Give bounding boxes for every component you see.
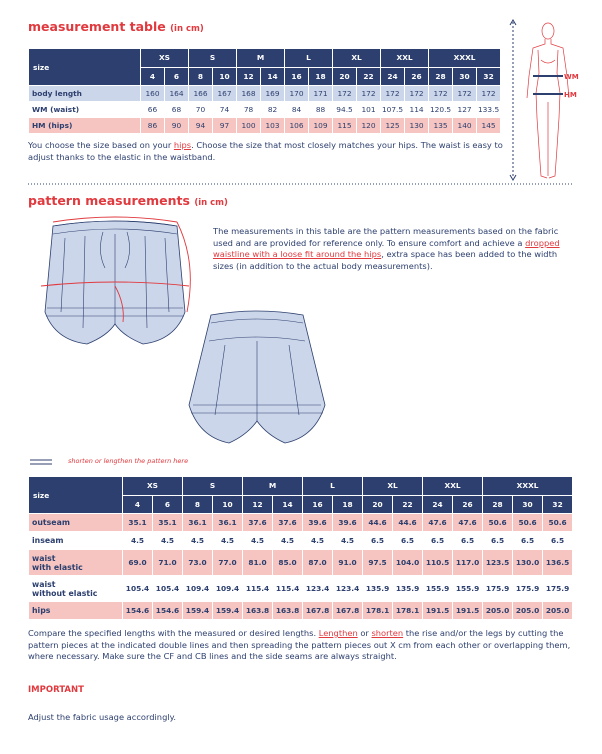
size-group: XXXL: [483, 477, 573, 496]
table-cell: 171: [309, 86, 333, 102]
table-cell: 71.0: [153, 550, 183, 576]
size-number: 24: [423, 495, 453, 514]
measurement-table-title: measurement table (in cm): [28, 19, 204, 34]
table-cell: 155.9: [423, 576, 453, 602]
table-cell: 85.0: [273, 550, 303, 576]
table-cell: 166: [189, 86, 213, 102]
table-cell: 136.5: [543, 550, 573, 576]
table-cell: 4.5: [273, 532, 303, 550]
table-cell: 4.5: [123, 532, 153, 550]
table-cell: 47.6: [453, 514, 483, 532]
table-cell: 123.4: [333, 576, 363, 602]
table-cell: 69.0: [123, 550, 153, 576]
table-cell: 205.0: [483, 602, 513, 620]
size-number: 20: [363, 495, 393, 514]
table-cell: 135: [429, 118, 453, 134]
table-cell: 178.1: [363, 602, 393, 620]
table-cell: 105.4: [123, 576, 153, 602]
table-cell: 155.9: [453, 576, 483, 602]
table-cell: 50.6: [513, 514, 543, 532]
table-row: [29, 86, 501, 102]
table-cell: 130: [405, 118, 429, 134]
body-figure-illustration: [505, 18, 595, 183]
row-label: waist without elastic: [29, 576, 123, 602]
table-cell: 6.5: [393, 532, 423, 550]
table-cell: 167: [213, 86, 237, 102]
table-cell: 163.8: [273, 602, 303, 620]
adjust-instructions: Compare the specified lengths with the measured or desired lengths. Lengthen or shorten the rise and/or the legs by cutting the pattern pieces at the indicated double lines and then spreading the pattern pieces out X cm from each other or overlapping them, where necessary. Make sure the CF and CB lines and the side seams are always straight.: [28, 628, 571, 662]
table-cell: 120: [357, 118, 381, 134]
table-row: [29, 514, 573, 532]
size-number: 4: [141, 67, 165, 86]
table-cell: 50.6: [483, 514, 513, 532]
measurement-table: [28, 48, 501, 134]
row-label: HM (hips): [29, 118, 141, 134]
shorten-lengthen-legend: shorten or lengthen the pattern here: [68, 457, 189, 465]
size-number: 16: [303, 495, 333, 514]
table-row: [29, 532, 573, 550]
table-cell: 74: [213, 102, 237, 118]
table-cell: 4.5: [213, 532, 243, 550]
important-text: Adjust the fabric usage accordingly.: [28, 712, 177, 722]
table-cell: 47.6: [423, 514, 453, 532]
size-number: 14: [261, 67, 285, 86]
size-number: 18: [309, 67, 333, 86]
size-group: XS: [141, 49, 189, 68]
size-number: 24: [381, 67, 405, 86]
table-cell: 101: [357, 102, 381, 118]
table-cell: 130.0: [513, 550, 543, 576]
table-cell: 68: [165, 102, 189, 118]
size-number: 26: [453, 495, 483, 514]
size-group: L: [303, 477, 363, 496]
size-group: XXL: [381, 49, 429, 68]
size-number: 10: [213, 67, 237, 86]
size-group: XS: [123, 477, 183, 496]
size-number: 20: [333, 67, 357, 86]
table-cell: 6.5: [363, 532, 393, 550]
wm-label: WM: [564, 73, 579, 81]
table-cell: 4.5: [333, 532, 363, 550]
table-cell: 140: [453, 118, 477, 134]
size-group: XL: [333, 49, 381, 68]
size-header: size: [29, 49, 141, 86]
table-cell: 4.5: [303, 532, 333, 550]
table-cell: 106: [285, 118, 309, 134]
table-cell: 120.5: [429, 102, 453, 118]
size-group: XXL: [423, 477, 483, 496]
table-cell: 73.0: [183, 550, 213, 576]
row-label: inseam: [29, 532, 123, 550]
table-cell: 178.1: [393, 602, 423, 620]
table-cell: 4.5: [243, 532, 273, 550]
table-cell: 115.4: [273, 576, 303, 602]
pattern-measurements-title: pattern measurements (in cm): [28, 193, 228, 208]
table-row: [29, 102, 501, 118]
table-cell: 191.5: [453, 602, 483, 620]
shorts-back-illustration: [175, 305, 340, 453]
table-cell: 84: [285, 102, 309, 118]
table-cell: 159.4: [213, 602, 243, 620]
table-cell: 6.5: [483, 532, 513, 550]
table-cell: 66: [141, 102, 165, 118]
size-group: L: [285, 49, 333, 68]
table-cell: 172: [333, 86, 357, 102]
table-cell: 172: [453, 86, 477, 102]
table-cell: 39.6: [333, 514, 363, 532]
table-cell: 100: [237, 118, 261, 134]
table-cell: 90: [165, 118, 189, 134]
table-cell: 168: [237, 86, 261, 102]
table-cell: 205.0: [513, 602, 543, 620]
table-cell: 44.6: [363, 514, 393, 532]
size-group: M: [243, 477, 303, 496]
table-cell: 37.6: [243, 514, 273, 532]
table-cell: 107.5: [381, 102, 405, 118]
size-group: M: [237, 49, 285, 68]
table-cell: 94: [189, 118, 213, 134]
size-number: 28: [483, 495, 513, 514]
table-cell: 123.4: [303, 576, 333, 602]
table-cell: 6.5: [543, 532, 573, 550]
table-cell: 6.5: [453, 532, 483, 550]
table-cell: 78: [237, 102, 261, 118]
size-number: 18: [333, 495, 363, 514]
table-cell: 110.5: [423, 550, 453, 576]
size-number: 8: [189, 67, 213, 86]
table-cell: 104.0: [393, 550, 423, 576]
table-cell: 133.5: [477, 102, 501, 118]
section-divider: [28, 182, 574, 186]
table-cell: 91.0: [333, 550, 363, 576]
size-number: 22: [357, 67, 381, 86]
table-cell: 172: [429, 86, 453, 102]
table-cell: 172: [477, 86, 501, 102]
table-cell: 175.9: [543, 576, 573, 602]
table-cell: 170: [285, 86, 309, 102]
size-number: 4: [123, 495, 153, 514]
table-cell: 44.6: [393, 514, 423, 532]
size-number: 22: [393, 495, 423, 514]
table-cell: 97.5: [363, 550, 393, 576]
table-cell: 36.1: [183, 514, 213, 532]
table-cell: 105.4: [153, 576, 183, 602]
size-number: 30: [513, 495, 543, 514]
size-group: S: [189, 49, 237, 68]
table-cell: 175.9: [483, 576, 513, 602]
table-cell: 172: [381, 86, 405, 102]
table-cell: 135.9: [393, 576, 423, 602]
size-number: 28: [429, 67, 453, 86]
table-cell: 145: [477, 118, 501, 134]
table-cell: 94.5: [333, 102, 357, 118]
table-cell: 115.4: [243, 576, 273, 602]
table-cell: 103: [261, 118, 285, 134]
size-number: 32: [543, 495, 573, 514]
important-heading: IMPORTANT: [28, 685, 84, 695]
table-cell: 169: [261, 86, 285, 102]
table-cell: 163.8: [243, 602, 273, 620]
table-cell: 172: [405, 86, 429, 102]
table-row: [29, 118, 501, 134]
table-cell: 160: [141, 86, 165, 102]
table-row: [29, 602, 573, 620]
table-cell: 164: [165, 86, 189, 102]
table-cell: 205.0: [543, 602, 573, 620]
table-cell: 50.6: [543, 514, 573, 532]
size-number: 12: [243, 495, 273, 514]
size-number: 6: [165, 67, 189, 86]
table-cell: 39.6: [303, 514, 333, 532]
table-cell: 6.5: [513, 532, 543, 550]
table-cell: 82: [261, 102, 285, 118]
size-group: XL: [363, 477, 423, 496]
table-cell: 125: [381, 118, 405, 134]
size-number: 10: [213, 495, 243, 514]
size-number: 16: [285, 67, 309, 86]
size-number: 26: [405, 67, 429, 86]
table-row: [29, 550, 573, 576]
hm-label: HM: [564, 91, 577, 99]
size-header: size: [29, 477, 123, 514]
row-label: WM (waist): [29, 102, 141, 118]
table-cell: 114: [405, 102, 429, 118]
row-label: hips: [29, 602, 123, 620]
table-cell: 70: [189, 102, 213, 118]
table-cell: 109: [309, 118, 333, 134]
table-cell: 6.5: [423, 532, 453, 550]
size-number: 12: [237, 67, 261, 86]
table-cell: 167.8: [333, 602, 363, 620]
table-cell: 154.6: [123, 602, 153, 620]
shorten-lengthen-line-icon: [30, 457, 60, 467]
table-cell: 172: [357, 86, 381, 102]
size-number: 14: [273, 495, 303, 514]
table-cell: 117.0: [453, 550, 483, 576]
table-cell: 88: [309, 102, 333, 118]
table-cell: 109.4: [183, 576, 213, 602]
table-row: [29, 576, 573, 602]
table-cell: 81.0: [243, 550, 273, 576]
table-cell: 37.6: [273, 514, 303, 532]
table-cell: 127: [453, 102, 477, 118]
table-cell: 123.5: [483, 550, 513, 576]
table-cell: 135.9: [363, 576, 393, 602]
pattern-description: The measurements in this table are the pattern measurements based on the fabric used and are provided for reference only. To ensure comfort and achieve a dropped waistline with a loose fit around the hips, extra space has been added to the width sizes (in addition to the actual body measurements).: [213, 226, 560, 271]
table-cell: 167.8: [303, 602, 333, 620]
table-cell: 86: [141, 118, 165, 134]
table-cell: 87.0: [303, 550, 333, 576]
size-choice-note: You choose the size based on your hips. Choose the size that most closely matches your hips. The waist is easy to adjust thanks to the elastic in the waistband.: [28, 140, 503, 162]
table-cell: 4.5: [183, 532, 213, 550]
row-label: body length: [29, 86, 141, 102]
table-cell: 175.9: [513, 576, 543, 602]
size-group: XXXL: [429, 49, 501, 68]
table-cell: 159.4: [183, 602, 213, 620]
pattern-measurements-table: [28, 476, 573, 620]
size-number: 8: [183, 495, 213, 514]
table-cell: 115: [333, 118, 357, 134]
size-number: 32: [477, 67, 501, 86]
table-cell: 97: [213, 118, 237, 134]
table-cell: 35.1: [153, 514, 183, 532]
table-cell: 154.6: [153, 602, 183, 620]
table-cell: 109.4: [213, 576, 243, 602]
size-number: 6: [153, 495, 183, 514]
row-label: waist with elastic: [29, 550, 123, 576]
table-cell: 4.5: [153, 532, 183, 550]
table-cell: 36.1: [213, 514, 243, 532]
row-label: outseam: [29, 514, 123, 532]
table-cell: 77.0: [213, 550, 243, 576]
size-group: S: [183, 477, 243, 496]
size-number: 30: [453, 67, 477, 86]
table-cell: 35.1: [123, 514, 153, 532]
table-cell: 191.5: [423, 602, 453, 620]
